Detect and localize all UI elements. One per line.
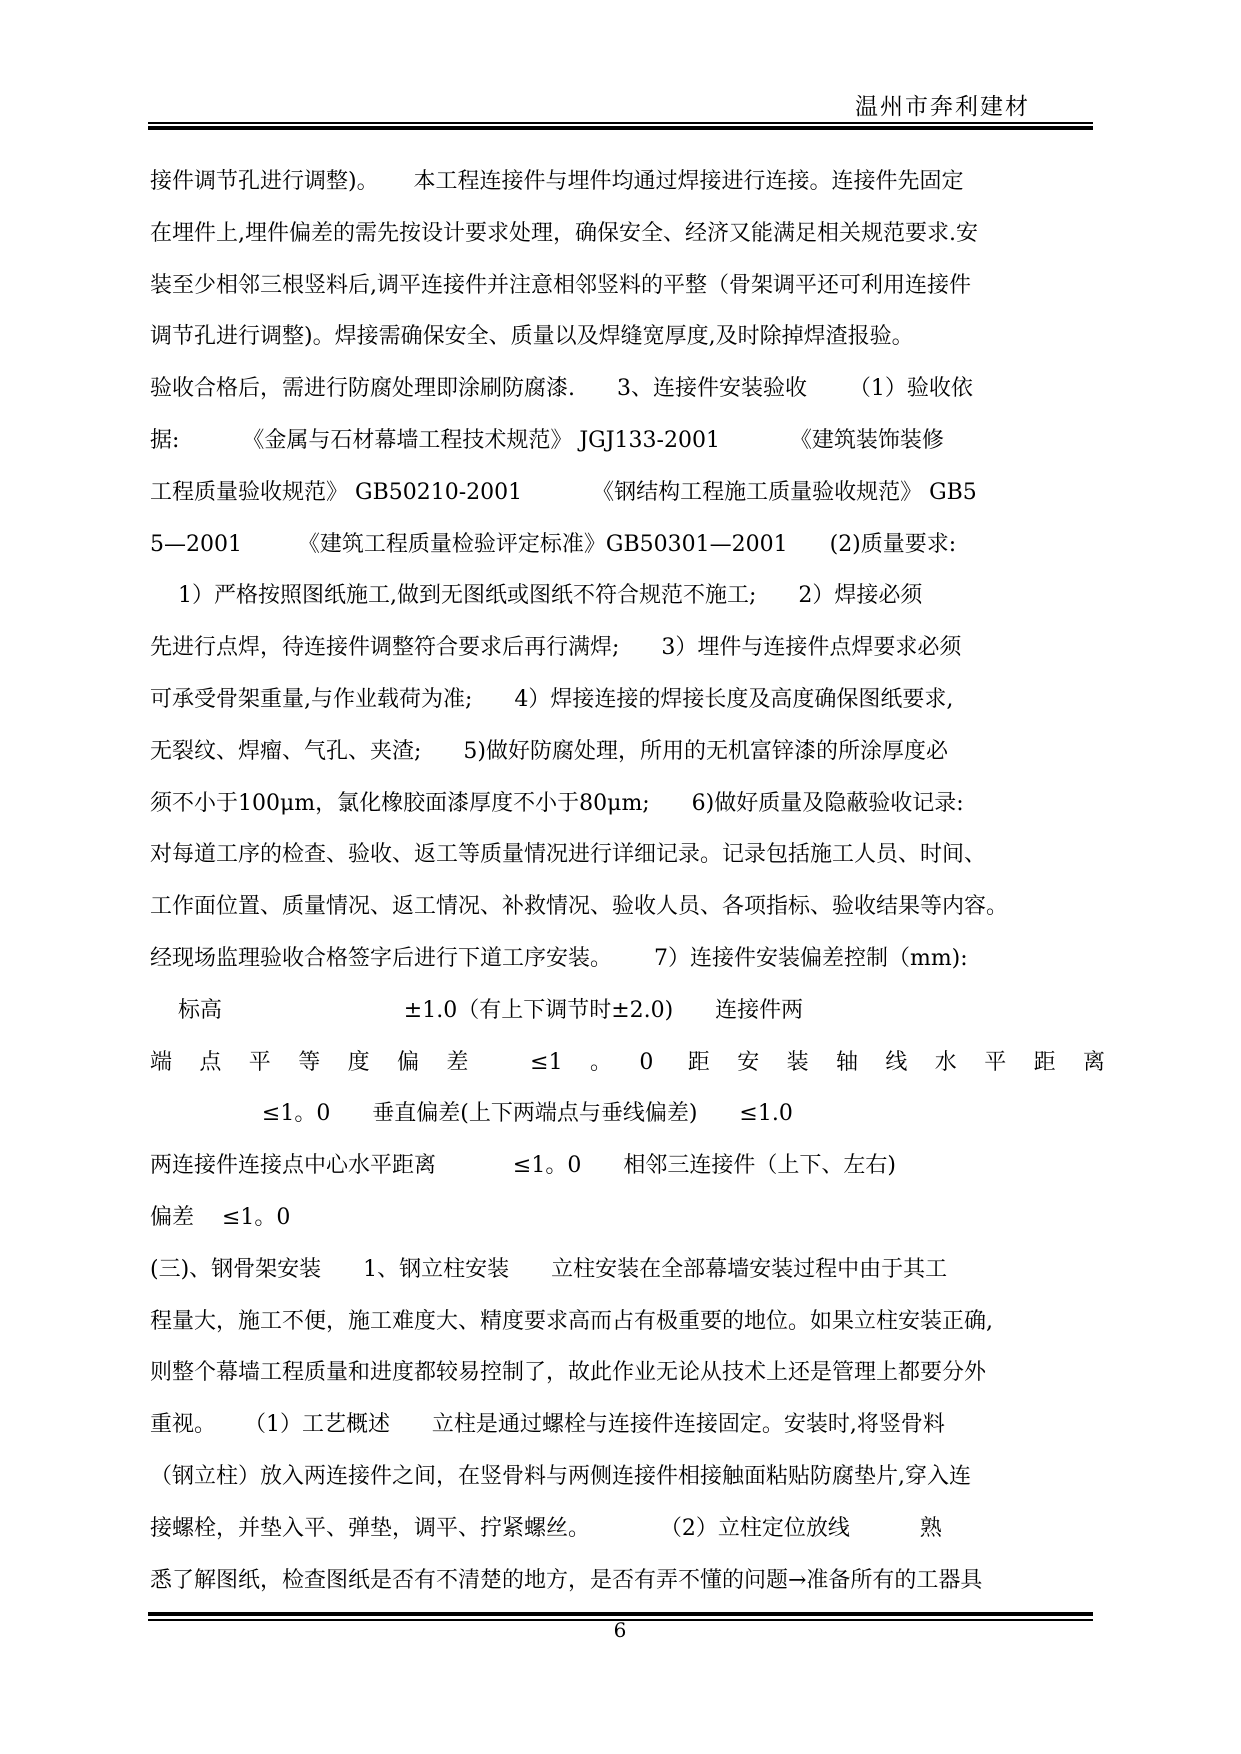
text-line: 对每道工序的检查、验收、返工等质量情况进行详细记录。记录包括施工人员、时间、	[150, 842, 987, 868]
text-line: 先进行点焊，待连接件调整符合要求后再行满焊; 3）埋件与连接件点焊要求必须	[150, 635, 962, 661]
text-line: 调节孔进行调整)。焊接需确保安全、质量以及焊缝宽厚度,及时除掉焊渣报验。	[150, 324, 914, 350]
text-line: 装至少相邻三根竖料后,调平连接件并注意相邻竖料的平整（骨架调平还可利用连接件	[150, 272, 971, 298]
footer-rule-thick	[148, 1612, 1093, 1616]
text-line: 重视。 （1）工艺概述 立柱是通过螺栓与连接件连接固定。安装时,将竖骨料	[150, 1412, 945, 1438]
text-line: 则整个幕墙工程质量和进度都较易控制了，故此作业无论从技术上还是管理上都要分外	[150, 1360, 987, 1386]
text-line: 工程质量验收规范》 GB50210-2001 《钢结构工程施工质量验收规范》 GB5	[150, 479, 977, 505]
text-line: ≤1。0 垂直偏差(上下两端点与垂线偏差) ≤1.0	[150, 1101, 793, 1127]
text-line: 程量大，施工不便，施工难度大、精度要求高而占有极重要的地位。如果立柱安装正确,	[150, 1308, 993, 1334]
text-line: 验收合格后，需进行防腐处理即涂刷防腐漆. 3、连接件安装验收 （1）验收依	[150, 376, 973, 402]
header-rule-thin	[148, 122, 1093, 124]
text-line: 两连接件连接点中心水平距离 ≤1。0 相邻三连接件（上下、左右)	[150, 1153, 896, 1179]
text-line: 据: 《金属与石材幕墙工程技术规范》 JGJ133-2001 《建筑装饰装修	[150, 427, 944, 453]
text-line: 偏差 ≤1。0	[150, 1204, 291, 1230]
header-rule-thick	[148, 126, 1093, 130]
text-line: 端点平等度偏差 ≤1。0 距安装轴线水平距离	[150, 1049, 1105, 1075]
body-text	[150, 156, 1105, 1606]
text-line: 须不小于100μm，氯化橡胶面漆厚度不小于80μm; 6)做好质量及隐蔽验收记录:	[150, 790, 964, 816]
text-line: （钢立柱）放入两连接件之间，在竖骨料与两侧连接件相接触面粘贴防腐垫片,穿入连	[150, 1463, 971, 1489]
text-line: 接件调节孔进行调整)。 本工程连接件与埋件均通过焊接进行连接。连接件先固定	[150, 169, 964, 194]
text-line: 可承受骨架重量,与作业载荷为准; 4）焊接连接的焊接长度及高度确保图纸要求,	[150, 686, 954, 712]
text-line: 悉了解图纸，检查图纸是否有不清楚的地方，是否有弄不懂的问题→准备所有的工器具	[150, 1567, 983, 1593]
text-line: 5—2001 《建筑工程质量检验评定标准》GB50301—2001 (2)质量要求:	[150, 531, 957, 557]
header-company-name: 温州市奔利建材	[855, 94, 1030, 120]
text-line: 经现场监理验收合格签字后进行下道工序安装。 7）连接件安装偏差控制（mm):	[150, 945, 968, 971]
text-line: 标高 ±1.0（有上下调节时±2.0) 连接件两	[150, 997, 804, 1023]
text-line: 在埋件上,埋件偏差的需先按设计要求处理，确保安全、经济又能满足相关规范要求.安	[150, 220, 978, 246]
text-line: 工作面位置、质量情况、返工情况、补救情况、验收人员、各项指标、验收结果等内容。	[150, 894, 1009, 920]
text-line: (三)、钢骨架安装 1、钢立柱安装 立柱安装在全部幕墙安装过程中由于其工	[150, 1256, 948, 1282]
text-line: 无裂纹、焊瘤、气孔、夹渣; 5)做好防腐处理，所用的无机富锌漆的所涂厚度必	[150, 738, 948, 764]
text-line: 1）严格按照图纸施工,做到无图纸或图纸不符合规范不施工; 2）焊接必须	[150, 583, 923, 609]
page-number: 6	[613, 1618, 627, 1642]
text-line: 接螺栓，并垫入平、弹垫，调平、拧紧螺丝。 （2）立柱定位放线 熟	[150, 1515, 942, 1541]
